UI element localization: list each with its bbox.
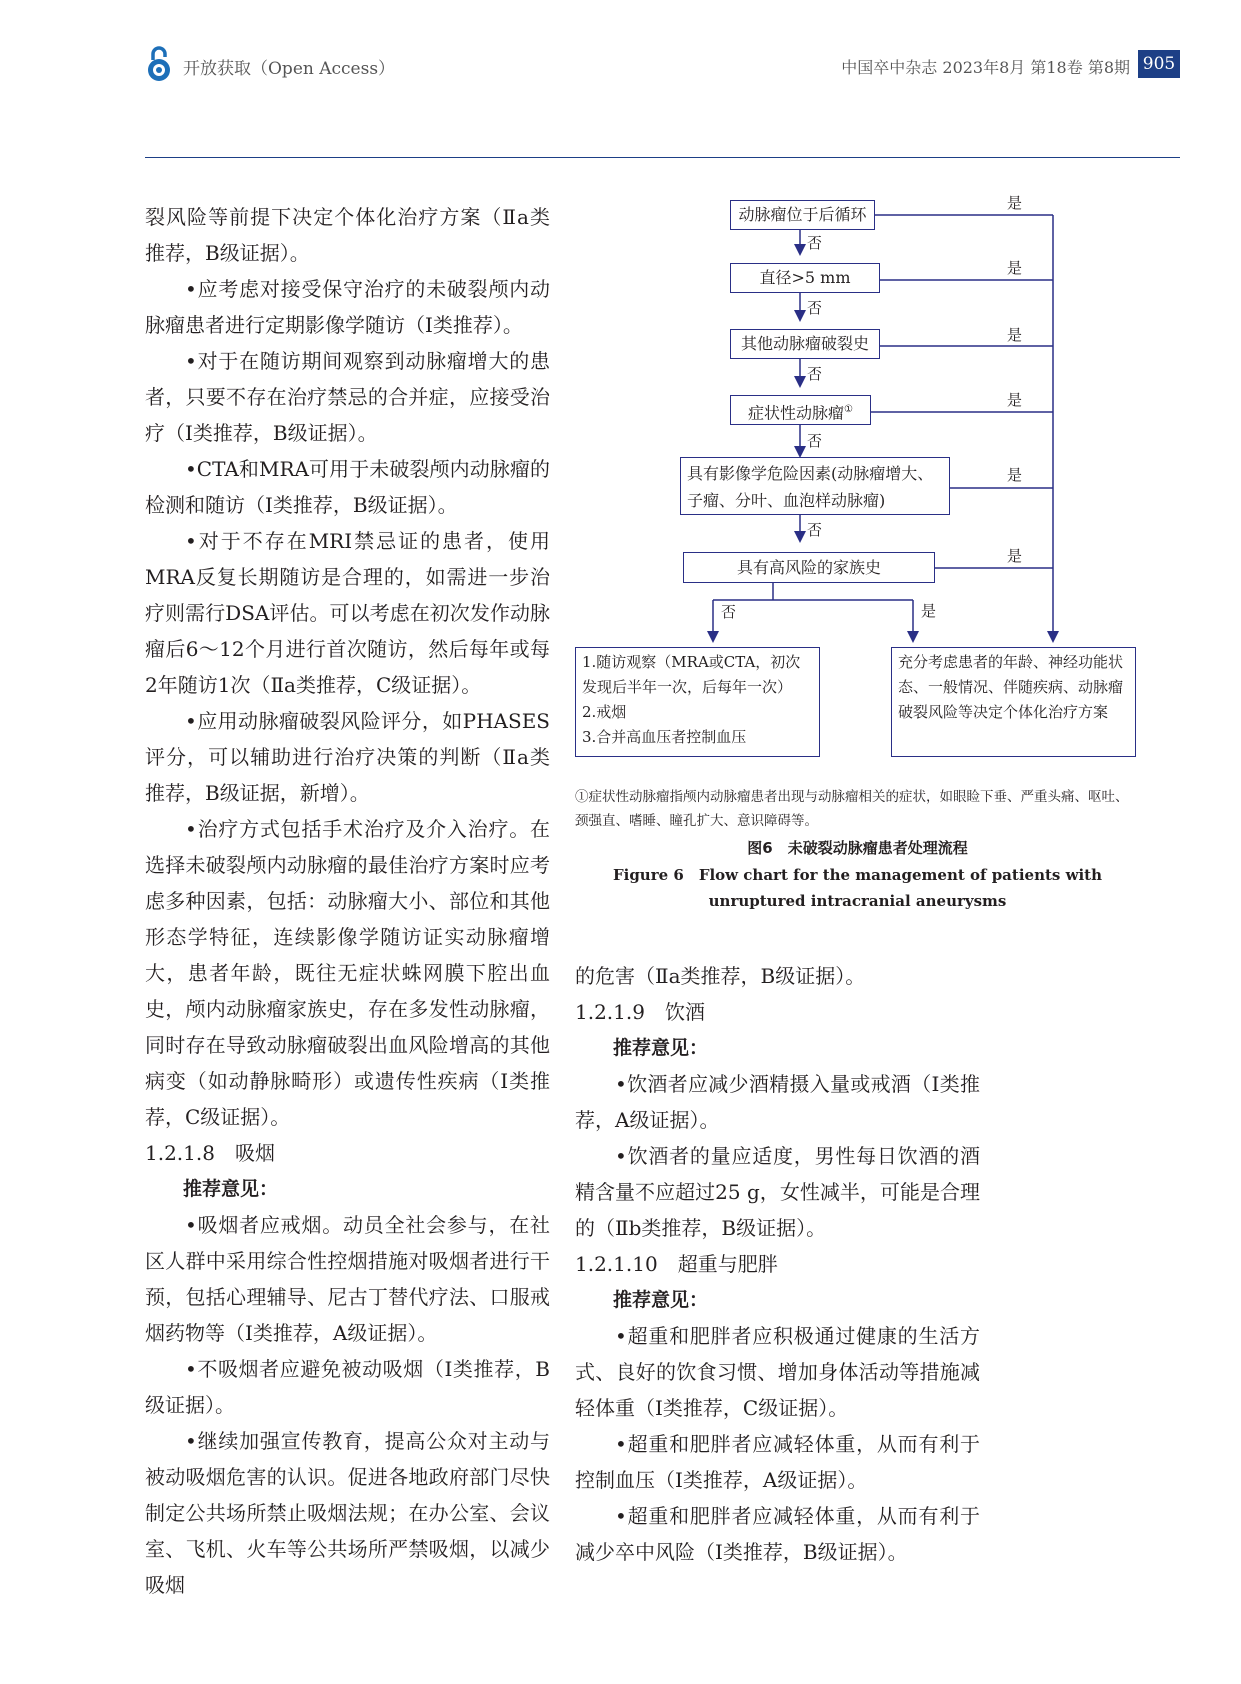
outcome-follow-up-item: 2.戒烟 (582, 703, 627, 721)
node-family-history: 具有高风险的家族史 (683, 552, 935, 583)
body-paragraph: •超重和肥胖者应积极通过健康的生活方式、良好的饮食习惯、增加身体活动等措施减轻体重（Ⅰ类推荐，C级证据）。 (575, 1324, 980, 1420)
body-paragraph: •超重和肥胖者应减轻体重，从而有利于控制血压（Ⅰ类推荐，A级证据）。 (575, 1432, 980, 1492)
yes-label: 是 (1007, 547, 1023, 565)
body-paragraph: •应用动脉瘤破裂风险评分，如PHASES评分，可以辅助进行治疗决策的判断（Ⅱa类推荐，B级证据，新增）。 (145, 709, 550, 805)
left-column (145, 199, 550, 1603)
right-column (575, 958, 980, 1570)
section-heading: 1.2.1.10 超重与肥胖 (575, 1252, 778, 1276)
recommendation-label: 推荐意见： (183, 1178, 279, 1200)
node-prior-rupture: 其他动脉瘤破裂史 (730, 329, 880, 359)
body-paragraph: •对于不存在MRI禁忌证的患者，使用MRA反复长期随访是合理的，如需进一步治疗则需行DSA评估。可以考虑在初次发作动脉瘤后6～12个月进行首次随访，然后每年或每2年随访1次（Ⅱa类推荐，C级证据）。 (145, 529, 550, 697)
footnote-marker: ① (844, 404, 853, 415)
open-access-icon (145, 44, 173, 84)
node-imaging-risk: 具有影像学危险因素(动脉瘤增大、子瘤、分叶、血泡样动脉瘤) (680, 457, 950, 515)
body-paragraph: •饮酒者应减少酒精摄入量或戒酒（Ⅰ类推荐，A级证据）。 (575, 1072, 980, 1132)
body-paragraph: 的危害（Ⅱa类推荐，B级证据）。 (575, 964, 866, 988)
no-label: 否 (721, 603, 737, 621)
section-heading: 1.2.1.8 吸烟 (145, 1141, 275, 1165)
body-paragraph: •对于在随访期间观察到动脉瘤增大的患者，只要不存在治疗禁忌的合并症，应接受治疗（Ⅰ类推荐，B级证据）。 (145, 349, 550, 445)
figure-footnote: ①症状性动脉瘤指颅内动脉瘤患者出现与动脉瘤相关的症状，如眼睑下垂、严重头痛、呕吐、颈强直、嗜睡、瞳孔扩大、意识障碍等。 (575, 789, 1129, 829)
body-paragraph: •继续加强宣传教育，提高公众对主动与被动吸烟危害的认识。促进各地政府部门尽快制定公共场所禁止吸烟法规；在办公室、会议室、飞机、火车等公共场所严禁吸烟，以减少吸烟 (145, 1429, 550, 1597)
page-number: 905 (1138, 50, 1180, 78)
node-posterior-circulation: 动脉瘤位于后循环 (730, 200, 875, 230)
yes-label: 是 (1007, 466, 1023, 484)
recommendation-label: 推荐意见： (613, 1289, 709, 1311)
outcome-follow-up (575, 647, 820, 757)
recommendation-label: 推荐意见： (613, 1037, 709, 1059)
outcome-individualized-treatment: 充分考虑患者的年龄、神经功能状态、一般情况、伴随疾病、动脉瘤破裂风险等决定个体化治疗方案 (891, 647, 1136, 757)
figure-caption-cn: 图6 未破裂动脉瘤患者处理流程 (747, 839, 968, 857)
node-symptomatic (730, 395, 871, 425)
yes-label: 是 (1007, 391, 1023, 409)
page-header (145, 40, 1180, 90)
no-label: 否 (807, 299, 823, 317)
yes-label: 是 (1007, 194, 1023, 212)
yes-label: 是 (1007, 326, 1023, 344)
flowchart-figure (575, 194, 1140, 920)
body-paragraph: •治疗方式包括手术治疗及介入治疗。在选择未破裂颅内动脉瘤的最佳治疗方案时应考虑多种因素，包括：动脉瘤大小、部位和其他形态学特征，连续影像学随访证实动脉瘤增大，患者年龄，既往无症状蛛网膜下腔出血史，颅内动脉瘤家族史，存在多发性动脉瘤，同时存在导致动脉瘤破裂出血风险增高的其他病变（如动静脉畸形）或遗传性疾病（Ⅰ类推荐，C级证据）。 (145, 817, 550, 1129)
no-label: 否 (807, 365, 823, 383)
body-paragraph: •吸烟者应戒烟。动员全社会参与，在社区人群中采用综合性控烟措施对吸烟者进行干预，包括心理辅导、尼古丁替代疗法、口服戒烟药物等（Ⅰ类推荐，A级证据）。 (145, 1213, 550, 1345)
journal-info: 中国卒中杂志 2023年8月 第18卷 第8期 (841, 58, 1130, 77)
yes-label: 是 (921, 602, 937, 620)
outcome-follow-up-item: 3.合并高血压者控制血压 (582, 728, 747, 746)
outcome-follow-up-item: 1.随访观察（MRA或CTA，初次发现后半年一次，后每年一次） (582, 653, 801, 696)
node-diameter: 直径>5 mm (730, 263, 880, 293)
no-label: 否 (807, 432, 823, 450)
no-label: 否 (807, 234, 823, 252)
figure-caption-en: Figure 6 Flow chart for the management of patients with unruptured intracranial aneurysms (612, 866, 1103, 910)
body-paragraph: •超重和肥胖者应减轻体重，从而有利于减少卒中风险（Ⅰ类推荐，B级证据）。 (575, 1504, 980, 1564)
header-rule (145, 157, 1180, 158)
body-paragraph: •应考虑对接受保守治疗的未破裂颅内动脉瘤患者进行定期影像学随访（Ⅰ类推荐）。 (145, 277, 550, 337)
no-label: 否 (807, 521, 823, 539)
yes-label: 是 (1007, 259, 1023, 277)
open-access-label: 开放获取（Open Access） (183, 59, 396, 79)
body-paragraph: •不吸烟者应避免被动吸烟（Ⅰ类推荐，B级证据）。 (145, 1357, 550, 1417)
body-paragraph: •饮酒者的量应适度，男性每日饮酒的酒精含量不应超过25 g，女性减半，可能是合理的（Ⅱb类推荐，B级证据）。 (575, 1144, 980, 1240)
body-paragraph: •CTA和MRA可用于未破裂颅内动脉瘤的检测和随访（Ⅰ类推荐，B级证据）。 (145, 457, 550, 517)
section-heading: 1.2.1.9 饮酒 (575, 1000, 705, 1024)
node-symptomatic-label: 症状性动脉瘤 (748, 403, 845, 423)
body-paragraph: 裂风险等前提下决定个体化治疗方案（Ⅱa类推荐，B级证据）。 (145, 205, 550, 265)
